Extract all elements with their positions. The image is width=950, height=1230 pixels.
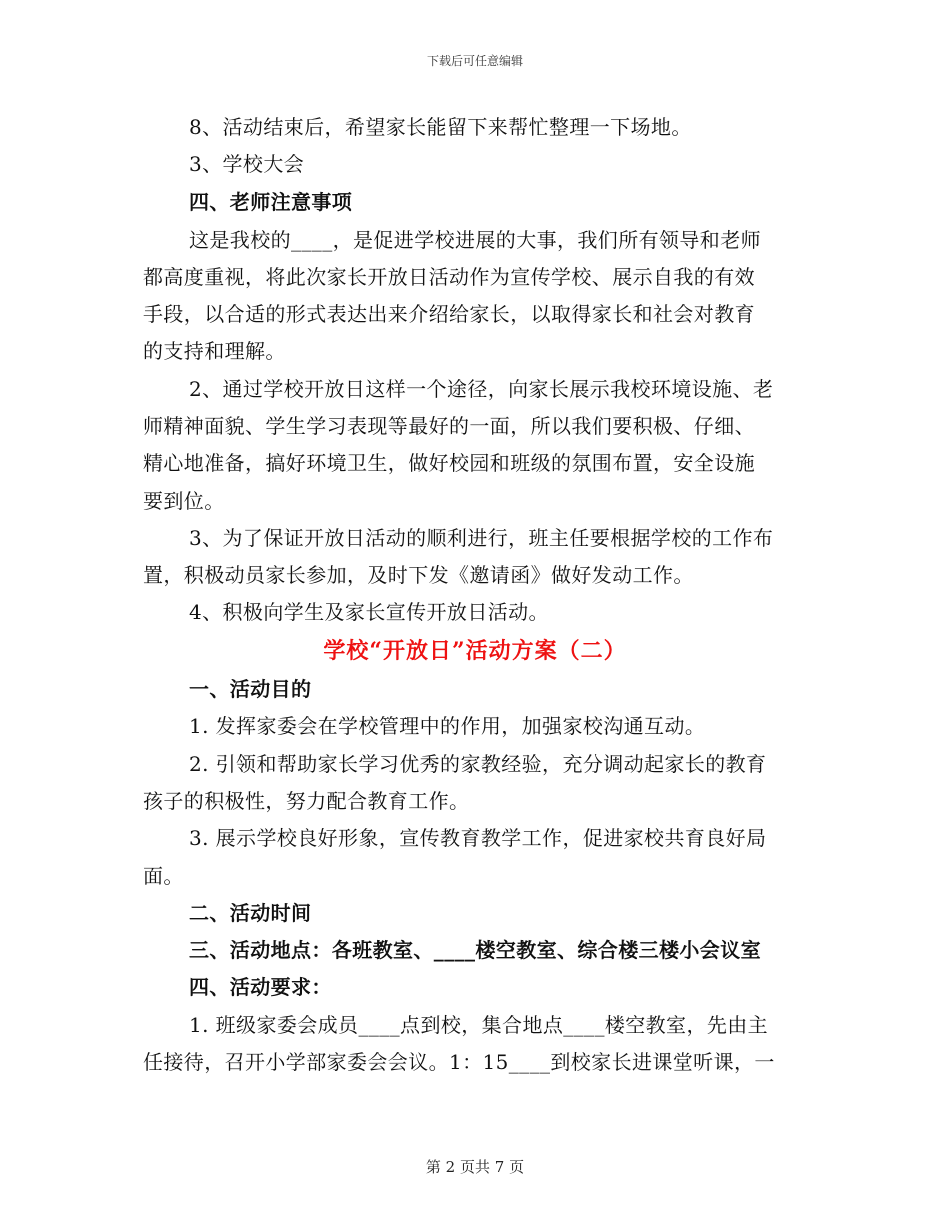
- section-heading: 三、活动地点：各班教室、____楼空教室、综合楼三楼小会议室: [189, 938, 761, 962]
- page-header: 下载后可任意编辑: [426, 54, 523, 68]
- section-heading: 四、老师注意事项: [189, 190, 353, 214]
- text-line: 孩子的积极性，努力配合教育工作。: [143, 789, 470, 813]
- text-line: 都高度重视，将此次家长开放日活动作为宣传学校、展示自我的有效: [143, 265, 755, 289]
- text-line: 面。: [143, 864, 184, 888]
- text-line: 2、通过学校开放日这样一个途径，向家长展示我校环境设施、老: [189, 377, 774, 401]
- text-line: 这是我校的____，是促进学校进展的大事，我们所有领导和老师: [189, 228, 761, 252]
- text-line: 师精神面貌、学生学习表现等最好的一面，所以我们要积极、仔细、: [143, 414, 755, 438]
- text-line: 手段，以合适的形式表达出来介绍给家长，以取得家长和社会对教育: [143, 302, 755, 326]
- section-heading: 四、活动要求：: [189, 975, 332, 999]
- text-line: 精心地准备，搞好环境卫生，做好校园和班级的氛围布置，安全设施: [143, 451, 755, 475]
- text-line: 3、为了保证开放日活动的顺利进行，班主任要根据学校的工作布: [189, 526, 774, 550]
- text-line: 8、活动结束后，希望家长能留下来帮忙整理一下场地。: [189, 115, 692, 139]
- text-line: 4、积极向学生及家长宣传开放日活动。: [189, 600, 549, 624]
- text-line: 1. 发挥家委会在学校管理中的作用，加强家校沟通互动。: [189, 714, 706, 738]
- text-line: 的支持和理解。: [143, 339, 286, 363]
- section-heading: 一、活动目的: [189, 677, 312, 701]
- text-line: 3. 展示学校良好形象，宣传教育教学工作，促进家校共育良好局: [189, 826, 767, 850]
- text-line: 2. 引领和帮助家长学习优秀的家教经验，充分调动起家长的教育: [189, 752, 767, 776]
- text-line: 1. 班级家委会成员____点到校，集合地点____楼空教室，先由主: [189, 1013, 769, 1037]
- section-heading: 二、活动时间: [189, 901, 312, 925]
- text-line: 要到位。: [143, 489, 225, 513]
- text-line: 任接待，召开小学部家委会会议。1：15____到校家长进课堂听课，一: [143, 1050, 775, 1074]
- text-line: 置，积极动员家长参加，及时下发《邀请函》做好发动工作。: [143, 563, 694, 587]
- text-line: 3、学校大会: [189, 152, 305, 176]
- document-title: 学校“开放日”活动方案（二）: [323, 638, 627, 664]
- page-footer: 第 2 页共 7 页: [425, 1158, 525, 1176]
